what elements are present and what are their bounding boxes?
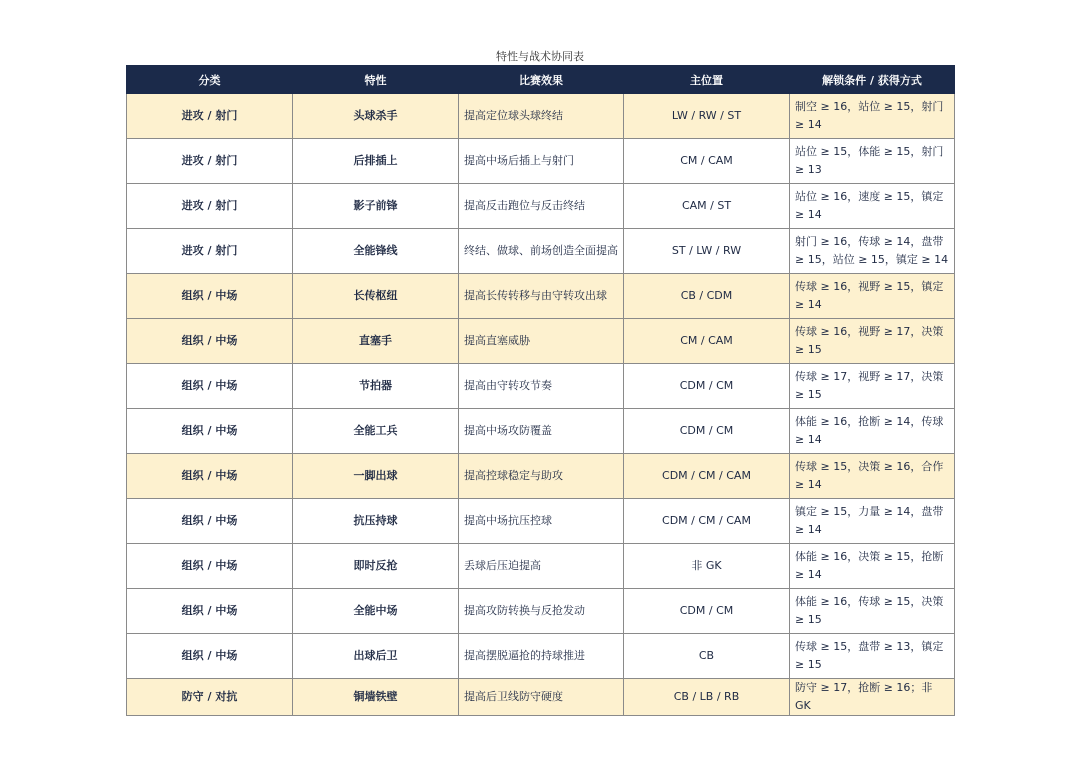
cell-position: CDM / CM / CAM xyxy=(624,499,790,544)
cell-unlock: 传球 ≥ 16，视野 ≥ 15，镇定 ≥ 14 xyxy=(790,274,955,319)
cell-effect: 提高反击跑位与反击终结 xyxy=(459,184,624,229)
cell-category: 组织 / 中场 xyxy=(127,409,293,454)
cell-trait: 全能锋线 xyxy=(293,229,459,274)
page-title: 特性与战术协同表 xyxy=(496,50,584,63)
cell-unlock: 镇定 ≥ 15，力量 ≥ 14，盘带 ≥ 14 xyxy=(790,499,955,544)
header-category: 分类 xyxy=(127,66,293,94)
cell-effect: 提高中场攻防覆盖 xyxy=(459,409,624,454)
cell-trait: 即时反抢 xyxy=(293,544,459,589)
cell-unlock: 体能 ≥ 16，传球 ≥ 15，决策 ≥ 15 xyxy=(790,589,955,634)
cell-trait: 节拍器 xyxy=(293,364,459,409)
cell-unlock: 站位 ≥ 15，体能 ≥ 15，射门 ≥ 13 xyxy=(790,139,955,184)
header-position: 主位置 xyxy=(624,66,790,94)
table-row xyxy=(127,229,955,274)
cell-unlock: 传球 ≥ 15，决策 ≥ 16，合作 ≥ 14 xyxy=(790,454,955,499)
cell-position: ST / LW / RW xyxy=(624,229,790,274)
cell-position: CDM / CM xyxy=(624,409,790,454)
cell-trait: 头球杀手 xyxy=(293,94,459,139)
cell-category: 组织 / 中场 xyxy=(127,454,293,499)
cell-unlock: 传球 ≥ 15，盘带 ≥ 13，镇定 ≥ 15 xyxy=(790,634,955,679)
table-row xyxy=(127,184,955,229)
cell-unlock: 制空 ≥ 16，站位 ≥ 15，射门 ≥ 14 xyxy=(790,94,955,139)
cell-unlock: 射门 ≥ 16，传球 ≥ 14，盘带 ≥ 15，站位 ≥ 15，镇定 ≥ 14 xyxy=(790,229,955,274)
header-effect: 比赛效果 xyxy=(459,66,624,94)
traits-table xyxy=(126,65,955,716)
cell-unlock: 站位 ≥ 16，速度 ≥ 15，镇定 ≥ 14 xyxy=(790,184,955,229)
table-row xyxy=(127,679,955,716)
cell-trait: 后排插上 xyxy=(293,139,459,184)
cell-trait: 长传枢纽 xyxy=(293,274,459,319)
cell-position: CB / CDM xyxy=(624,274,790,319)
cell-position: CM / CAM xyxy=(624,319,790,364)
cell-category: 进攻 / 射门 xyxy=(127,184,293,229)
cell-category: 进攻 / 射门 xyxy=(127,139,293,184)
cell-effect: 提高中场后插上与射门 xyxy=(459,139,624,184)
table-row xyxy=(127,364,955,409)
cell-position: CDM / CM xyxy=(624,589,790,634)
cell-effect: 提高长传转移与由守转攻出球 xyxy=(459,274,624,319)
cell-position: CDM / CM xyxy=(624,364,790,409)
cell-unlock: 体能 ≥ 16，抢断 ≥ 14，传球 ≥ 14 xyxy=(790,409,955,454)
table-header-row xyxy=(127,66,955,94)
cell-category: 组织 / 中场 xyxy=(127,589,293,634)
cell-trait: 全能工兵 xyxy=(293,409,459,454)
table-row xyxy=(127,319,955,364)
table-row xyxy=(127,274,955,319)
cell-effect: 提高定位球头球终结 xyxy=(459,94,624,139)
cell-unlock: 传球 ≥ 17，视野 ≥ 17，决策 ≥ 15 xyxy=(790,364,955,409)
cell-trait: 抗压持球 xyxy=(293,499,459,544)
cell-category: 组织 / 中场 xyxy=(127,319,293,364)
table-row xyxy=(127,499,955,544)
cell-category: 进攻 / 射门 xyxy=(127,229,293,274)
table-row xyxy=(127,94,955,139)
table-row xyxy=(127,634,955,679)
cell-trait: 出球后卫 xyxy=(293,634,459,679)
cell-effect: 提高攻防转换与反抢发动 xyxy=(459,589,624,634)
cell-effect: 提高控球稳定与助攻 xyxy=(459,454,624,499)
cell-category: 组织 / 中场 xyxy=(127,274,293,319)
cell-category: 组织 / 中场 xyxy=(127,499,293,544)
table-row xyxy=(127,139,955,184)
cell-position: CM / CAM xyxy=(624,139,790,184)
cell-position: CB / LB / RB xyxy=(624,679,790,716)
cell-category: 组织 / 中场 xyxy=(127,364,293,409)
header-trait: 特性 xyxy=(293,66,459,94)
cell-effect: 提高直塞威胁 xyxy=(459,319,624,364)
cell-category: 进攻 / 射门 xyxy=(127,94,293,139)
header-unlock: 解锁条件 / 获得方式 xyxy=(790,66,955,94)
table-body xyxy=(127,94,955,716)
cell-effect: 提高由守转攻节奏 xyxy=(459,364,624,409)
table-row xyxy=(127,409,955,454)
cell-trait: 一脚出球 xyxy=(293,454,459,499)
cell-position: LW / RW / ST xyxy=(624,94,790,139)
cell-position: 非 GK xyxy=(624,544,790,589)
table-row xyxy=(127,454,955,499)
cell-effect: 提高摆脱逼抢的持球推进 xyxy=(459,634,624,679)
cell-trait: 全能中场 xyxy=(293,589,459,634)
cell-unlock: 传球 ≥ 16，视野 ≥ 17，决策 ≥ 15 xyxy=(790,319,955,364)
table-row xyxy=(127,589,955,634)
cell-unlock: 体能 ≥ 16，决策 ≥ 15，抢断 ≥ 14 xyxy=(790,544,955,589)
cell-category: 组织 / 中场 xyxy=(127,544,293,589)
cell-unlock: 防守 ≥ 17，抢断 ≥ 16；非 GK xyxy=(790,679,955,716)
cell-position: CDM / CM / CAM xyxy=(624,454,790,499)
cell-trait: 影子前锋 xyxy=(293,184,459,229)
cell-category: 组织 / 中场 xyxy=(127,634,293,679)
cell-trait: 铜墙铁壁 xyxy=(293,679,459,716)
cell-effect: 提高后卫线防守硬度 xyxy=(459,679,624,716)
table-row xyxy=(127,544,955,589)
cell-effect: 丢球后压迫提高 xyxy=(459,544,624,589)
cell-effect: 终结、做球、前场创造全面提高 xyxy=(459,229,624,274)
cell-trait: 直塞手 xyxy=(293,319,459,364)
cell-effect: 提高中场抗压控球 xyxy=(459,499,624,544)
cell-position: CB xyxy=(624,634,790,679)
cell-position: CAM / ST xyxy=(624,184,790,229)
cell-category: 防守 / 对抗 xyxy=(127,679,293,716)
